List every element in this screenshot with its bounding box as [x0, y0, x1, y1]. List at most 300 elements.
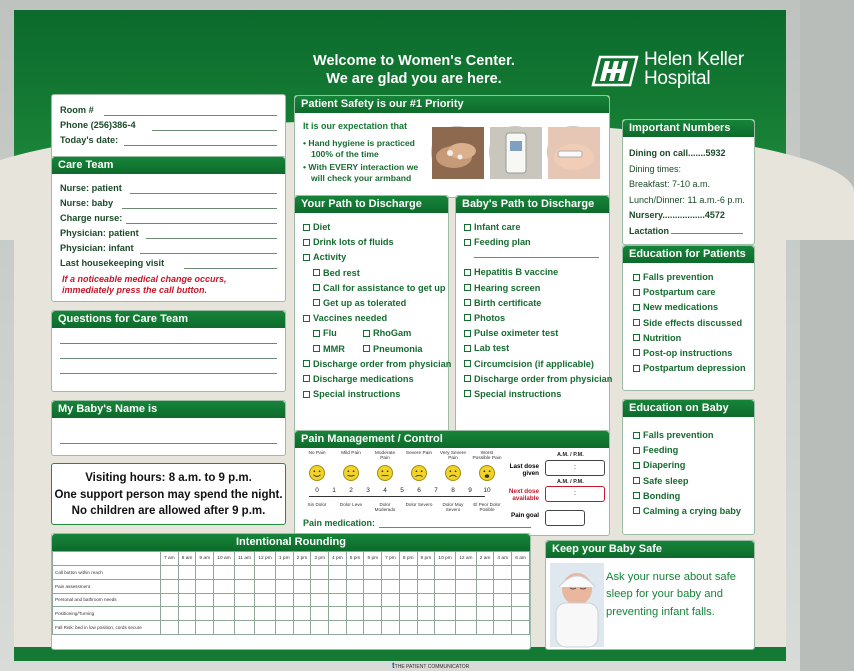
phone-label: Phone (256)386-4	[60, 120, 136, 130]
rounding-cell[interactable]	[255, 621, 276, 635]
rounding-cell[interactable]	[455, 579, 476, 593]
checkbox[interactable]	[303, 254, 310, 261]
checklist-item[interactable]	[363, 326, 411, 341]
rounding-row-label: Fall Risk: bed in low position, cords secure	[53, 621, 161, 635]
checkbox[interactable]	[363, 330, 370, 337]
rounding-cell[interactable]	[494, 607, 512, 621]
last-dose-field[interactable]: :	[545, 460, 605, 476]
checklist-item[interactable]	[464, 372, 612, 387]
dining-times: Dining times:	[629, 163, 682, 174]
checkbox[interactable]	[313, 299, 320, 306]
important-numbers-list	[629, 146, 745, 240]
care-team-line	[130, 193, 277, 194]
safety-bullet: • With EVERY interaction we will check your armband	[303, 162, 419, 183]
room-label: Room #	[60, 105, 94, 115]
checklist-item[interactable]	[633, 504, 741, 519]
checkbox[interactable]	[633, 365, 640, 372]
checklist-item[interactable]	[464, 341, 612, 356]
rounding-cell[interactable]	[417, 621, 435, 635]
checkbox[interactable]	[633, 447, 640, 454]
rounding-cell[interactable]	[364, 621, 382, 635]
room-row	[60, 103, 277, 118]
rounding-cell[interactable]	[494, 621, 512, 635]
welcome-line-1: Welcome to Women's Center.	[313, 53, 515, 69]
rounding-hour-header: 9 pm	[417, 552, 435, 566]
rounding-cell[interactable]	[364, 607, 382, 621]
checklist-item[interactable]	[313, 326, 353, 341]
rounding-hour-header: 12 am	[455, 552, 476, 566]
rounding-cell[interactable]	[346, 607, 364, 621]
checkbox[interactable]	[464, 299, 471, 306]
checkbox[interactable]	[464, 390, 471, 397]
rounding-cell[interactable]	[161, 566, 179, 580]
rounding-cell[interactable]	[275, 566, 293, 580]
rounding-cell[interactable]	[311, 607, 329, 621]
pain-number: 4	[383, 487, 387, 494]
rounding-cell[interactable]	[364, 566, 382, 580]
next-dose-field[interactable]: :	[545, 486, 605, 502]
rounding-cell[interactable]	[476, 621, 494, 635]
rounding-cell[interactable]	[329, 579, 347, 593]
checklist-item[interactable]	[303, 220, 451, 235]
questions-panel	[51, 310, 286, 392]
checklist-label: MMR	[323, 343, 345, 354]
rounding-cell[interactable]	[417, 566, 435, 580]
logo-line-1: Helen Keller	[644, 49, 744, 70]
rounding-cell[interactable]	[161, 621, 179, 635]
rounding-cell[interactable]	[311, 579, 329, 593]
rounding-cell[interactable]	[346, 566, 364, 580]
rounding-hour-header: 3 pm	[311, 552, 329, 566]
checklist-item[interactable]	[464, 235, 612, 250]
checklist-item[interactable]	[633, 270, 746, 285]
checklist-label: Diapering	[643, 460, 686, 471]
nursery-number: Nursery.................4572	[629, 210, 725, 221]
rounding-cell[interactable]	[476, 566, 494, 580]
rounding-cell[interactable]	[382, 621, 400, 635]
ampm-label: A.M. / P.M.	[557, 479, 584, 485]
checklist-label: Photos	[474, 312, 506, 323]
pain-number: 8	[451, 487, 455, 494]
rounding-cell[interactable]	[234, 566, 254, 580]
logo-text	[644, 50, 744, 88]
care-team-line	[122, 208, 277, 209]
checklist-item[interactable]	[464, 220, 612, 235]
rounding-row-label: Positioning/Turning	[53, 607, 161, 621]
rounding-cell[interactable]	[346, 579, 364, 593]
lunch-dinner-time: Lunch/Dinner: 11 a.m.-6 p.m.	[629, 194, 745, 205]
rounding-cell[interactable]	[329, 566, 347, 580]
hospital-logo-icon	[592, 54, 638, 88]
spanish-label: Sin Dolor	[307, 502, 327, 507]
pain-management-panel	[294, 430, 610, 536]
rounding-cell[interactable]	[275, 579, 293, 593]
rounding-cell[interactable]	[399, 621, 417, 635]
rounding-cell[interactable]	[346, 621, 364, 635]
severe-pain-face-icon	[411, 465, 427, 481]
rounding-cell[interactable]	[196, 593, 214, 607]
rounding-cell[interactable]	[178, 579, 196, 593]
rounding-cell[interactable]	[364, 579, 382, 593]
rounding-cell[interactable]	[214, 607, 235, 621]
care-team-panel	[51, 156, 286, 302]
checklist-label: Side effects discussed	[643, 317, 743, 328]
rounding-cell[interactable]	[178, 621, 196, 635]
rounding-cell[interactable]	[435, 621, 456, 635]
rounding-cell[interactable]	[455, 621, 476, 635]
checklist-item[interactable]	[464, 326, 612, 341]
rounding-cell[interactable]	[417, 579, 435, 593]
pain-medication-line	[379, 527, 531, 528]
checklist-item[interactable]	[464, 296, 612, 311]
rounding-cell[interactable]	[255, 607, 276, 621]
pain-number: 0	[315, 487, 319, 494]
checkbox[interactable]	[633, 507, 640, 514]
rounding-cell[interactable]	[455, 607, 476, 621]
rounding-cell[interactable]	[382, 566, 400, 580]
ampm-label: A.M. / P.M.	[557, 452, 584, 458]
rounding-cell[interactable]	[382, 607, 400, 621]
care-team-label: Nurse: patient	[60, 183, 122, 193]
rounding-cell[interactable]	[399, 566, 417, 580]
pain-number: 6	[417, 487, 421, 494]
rounding-cell[interactable]	[512, 621, 530, 635]
checklist-item[interactable]	[633, 474, 741, 489]
checkbox[interactable]	[313, 345, 320, 352]
important-numbers-panel	[622, 119, 755, 245]
keep-baby-safe-title: Keep your Baby Safe	[546, 541, 754, 558]
checklist-label: Flu	[323, 328, 337, 339]
checklist-item[interactable]	[464, 281, 612, 296]
checklist-item[interactable]	[633, 443, 741, 458]
breakfast-time: Breakfast: 7-10 a.m.	[629, 179, 711, 190]
rounding-cell[interactable]	[329, 593, 347, 607]
checklist-label: Hearing screen	[474, 282, 541, 293]
rounding-cell[interactable]	[512, 607, 530, 621]
lactation-label: Lactation	[629, 225, 670, 236]
visiting-hours: Visiting hours: 8 a.m. to 9 p.m.	[85, 472, 252, 484]
rounding-cell[interactable]	[494, 566, 512, 580]
checklist-item[interactable]	[303, 387, 451, 402]
rounding-cell[interactable]	[476, 593, 494, 607]
checklist-item[interactable]	[633, 331, 746, 346]
rounding-cell[interactable]	[293, 621, 311, 635]
rounding-cell[interactable]	[435, 607, 456, 621]
checklist-item[interactable]	[303, 357, 451, 372]
checkbox[interactable]	[633, 319, 640, 326]
rounding-hour-header: 11 am	[234, 552, 254, 566]
rounding-row	[53, 621, 530, 635]
baby-path-title: Baby's Path to Discharge	[456, 196, 609, 213]
visiting-children: No children are allowed after 9 p.m.	[71, 505, 266, 517]
rounding-header-row	[53, 552, 530, 566]
care-team-label: Charge nurse:	[60, 213, 123, 223]
rounding-cell[interactable]	[329, 621, 347, 635]
checkbox[interactable]	[363, 345, 370, 352]
checklist-item[interactable]	[633, 458, 741, 473]
pain-scale	[301, 451, 531, 521]
rounding-cell[interactable]	[234, 593, 254, 607]
rounding-cell[interactable]	[435, 579, 456, 593]
checkbox[interactable]	[464, 330, 471, 337]
armband-photo	[547, 126, 599, 178]
checklist-item[interactable]	[633, 361, 746, 376]
rounding-hour-header: 2 pm	[293, 552, 311, 566]
rounding-cell[interactable]	[417, 607, 435, 621]
intentional-rounding-panel	[51, 533, 531, 650]
rounding-cell[interactable]	[435, 593, 456, 607]
rounding-cell[interactable]	[196, 579, 214, 593]
checklist-item[interactable]	[303, 311, 451, 326]
checklist-item[interactable]	[464, 357, 612, 372]
rounding-cell[interactable]	[275, 607, 293, 621]
rounding-cell[interactable]	[311, 621, 329, 635]
education-patients-title: Education for Patients	[623, 246, 754, 263]
checklist-item[interactable]	[633, 428, 741, 443]
checkbox[interactable]	[303, 360, 310, 367]
rounding-cell[interactable]	[364, 593, 382, 607]
rounding-hour-header: 9 am	[196, 552, 214, 566]
rounding-cell[interactable]	[196, 607, 214, 621]
questions-line	[60, 358, 277, 359]
welcome-message	[264, 52, 564, 88]
education-baby-title: Education on Baby	[623, 400, 754, 417]
rounding-cell[interactable]	[435, 566, 456, 580]
checkbox[interactable]	[464, 269, 471, 276]
rounding-hour-header: 7 pm	[382, 552, 400, 566]
feeding-plan-line	[464, 250, 612, 265]
rounding-cell[interactable]	[329, 607, 347, 621]
checklist-label: Diet	[313, 222, 331, 232]
safe-sleep-text: Ask your nurse about safe sleep for your baby and preventing infant falls.	[606, 571, 736, 618]
face-label: Moderate Pain	[374, 451, 396, 462]
rounding-row	[53, 593, 530, 607]
rounding-cell[interactable]	[275, 621, 293, 635]
checklist-item[interactable]	[633, 489, 741, 504]
checklist-item[interactable]	[303, 266, 451, 281]
rounding-row-label: Personal and bathroom needs	[53, 593, 161, 607]
checkbox[interactable]	[464, 314, 471, 321]
safety-bullet: • Hand hygiene is practiced 100% of the time	[303, 138, 415, 159]
pain-number: 5	[400, 487, 404, 494]
rounding-cell[interactable]	[494, 579, 512, 593]
checklist-label: Nutrition	[643, 332, 682, 343]
face-label: Very Severe Pain	[439, 451, 467, 462]
armband-text: With EVERY interaction we will check your armband	[308, 162, 419, 183]
baby-path-panel	[455, 195, 613, 433]
lactation-row	[629, 224, 745, 240]
rounding-cell[interactable]	[161, 579, 179, 593]
education-patients-panel	[622, 245, 755, 391]
rounding-hour-header: 5 pm	[346, 552, 364, 566]
rounding-cell[interactable]	[255, 566, 276, 580]
pain-number: 2	[349, 487, 353, 494]
checkbox[interactable]	[303, 375, 310, 382]
checkbox[interactable]	[633, 304, 640, 311]
checklist-item[interactable]	[303, 296, 451, 311]
checkbox[interactable]	[633, 462, 640, 469]
rounding-cell[interactable]	[417, 593, 435, 607]
care-team-label: Last housekeeping visit	[60, 258, 165, 268]
checklist-item[interactable]	[313, 342, 353, 357]
checklist-label: Feeding plan	[474, 237, 531, 248]
rounding-cell[interactable]	[214, 593, 235, 607]
rounding-hour-header: 10 am	[214, 552, 235, 566]
rounding-cell[interactable]	[455, 593, 476, 607]
checklist-item[interactable]	[363, 342, 423, 357]
rounding-cell[interactable]	[399, 593, 417, 607]
checkbox[interactable]	[303, 239, 310, 246]
checklist-label: Postpartum depression	[643, 363, 746, 374]
rounding-cell[interactable]	[255, 593, 276, 607]
checkbox[interactable]	[633, 349, 640, 356]
checklist-label: Postpartum care	[643, 287, 716, 298]
spanish-label: Dolor Moderado	[374, 502, 396, 513]
education-baby-list	[633, 428, 741, 519]
checklist-item[interactable]	[633, 300, 746, 315]
checklist-item[interactable]	[633, 346, 746, 361]
rounding-row	[53, 566, 530, 580]
rounding-row-label: Pain assessment	[53, 579, 161, 593]
checklist-item[interactable]	[464, 387, 612, 402]
logo-line-2: Hospital	[644, 68, 711, 89]
footer-brand-icon: t	[392, 661, 395, 670]
rounding-cell[interactable]	[275, 593, 293, 607]
rounding-cell[interactable]	[293, 579, 311, 593]
checklist-label: Call for assistance to get up	[323, 282, 446, 293]
moderate-pain-face-icon	[377, 465, 393, 481]
care-team-line	[146, 238, 277, 239]
rounding-cell[interactable]	[382, 593, 400, 607]
rounding-cell[interactable]	[214, 566, 235, 580]
rounding-cell[interactable]	[196, 566, 214, 580]
checkbox[interactable]	[464, 345, 471, 352]
checkbox[interactable]	[464, 239, 471, 246]
checkbox[interactable]	[633, 289, 640, 296]
checkbox[interactable]	[303, 391, 310, 398]
spanish-label: Dolor Severo	[405, 502, 433, 507]
rounding-row	[53, 607, 530, 621]
rounding-title: Intentional Rounding	[52, 534, 530, 551]
pain-number: 3	[366, 487, 370, 494]
rounding-cell[interactable]	[293, 607, 311, 621]
checkbox[interactable]	[313, 269, 320, 276]
checklist-label: Get up as tolerated	[323, 297, 407, 308]
pain-number: 1	[332, 487, 336, 494]
checkbox[interactable]	[633, 274, 640, 281]
rounding-cell[interactable]	[178, 593, 196, 607]
checklist-label: Birth certificate	[474, 297, 542, 308]
rounding-cell[interactable]	[346, 593, 364, 607]
checklist-item[interactable]	[303, 250, 451, 265]
rounding-cell[interactable]	[382, 579, 400, 593]
rounding-cell[interactable]	[214, 579, 235, 593]
checkbox[interactable]	[313, 284, 320, 291]
rounding-cell[interactable]	[255, 579, 276, 593]
dining-on-call: Dining on call.......5932	[629, 148, 726, 158]
rounding-cell[interactable]	[512, 566, 530, 580]
rounding-cell[interactable]	[178, 607, 196, 621]
hand-hygiene-text: Hand hygiene is practiced 100% of the time	[308, 138, 415, 159]
rounding-cell[interactable]	[455, 566, 476, 580]
checkbox[interactable]	[633, 432, 640, 439]
care-team-row	[60, 256, 277, 271]
rounding-cell[interactable]	[196, 621, 214, 635]
pain-goal-field[interactable]	[545, 510, 585, 526]
checklist-label: New medications	[643, 302, 719, 313]
rounding-cell[interactable]	[399, 607, 417, 621]
checkbox[interactable]	[464, 284, 471, 291]
checklist-item[interactable]	[464, 265, 612, 280]
checkbox[interactable]	[464, 360, 471, 367]
rounding-cell[interactable]	[476, 579, 494, 593]
rounding-cell[interactable]	[399, 579, 417, 593]
rounding-cell[interactable]	[476, 607, 494, 621]
checkbox[interactable]	[633, 334, 640, 341]
room-line	[104, 115, 277, 116]
checklist-label: Discharge order from physician	[474, 373, 613, 384]
rounding-cell[interactable]	[512, 579, 530, 593]
date-row	[60, 133, 277, 148]
checkbox[interactable]	[633, 492, 640, 499]
care-team-row	[60, 196, 277, 211]
spanish-label: El Peor Dolor Posible	[473, 502, 501, 513]
checkbox[interactable]	[633, 477, 640, 484]
rounding-cell[interactable]	[161, 607, 179, 621]
checkbox[interactable]	[303, 315, 310, 322]
checkbox[interactable]	[303, 224, 310, 231]
rounding-cell[interactable]	[494, 593, 512, 607]
checkbox[interactable]	[313, 330, 320, 337]
rounding-cell[interactable]	[293, 566, 311, 580]
care-team-title: Care Team	[52, 157, 285, 174]
rounding-cell[interactable]	[234, 607, 254, 621]
medical-change-warning: If a noticeable medical change occurs, immediately press the call button.	[62, 274, 227, 295]
checklist-label: Feeding	[643, 445, 679, 456]
rounding-cell[interactable]	[293, 593, 311, 607]
rounding-cell[interactable]	[234, 621, 254, 635]
rounding-hour-header: 6 pm	[364, 552, 382, 566]
checklist-item[interactable]	[633, 285, 746, 300]
checkbox[interactable]	[464, 375, 471, 382]
footer-brand-text: THE PATIENT COMMUNICATOR	[394, 664, 470, 670]
care-team-row	[60, 226, 277, 241]
rounding-hour-header: 2 am	[476, 552, 494, 566]
care-team-label: Physician: patient	[60, 228, 139, 238]
pain-number: 9	[468, 487, 472, 494]
checklist-item[interactable]	[633, 316, 746, 331]
checklist-item[interactable]	[303, 372, 451, 387]
checklist-item[interactable]	[303, 235, 451, 250]
checklist-label: Special instructions	[474, 388, 562, 399]
rounding-cell[interactable]	[311, 593, 329, 607]
checklist-label: Safe sleep	[643, 475, 689, 486]
checkbox[interactable]	[464, 224, 471, 231]
baby-name-title: My Baby's Name is	[52, 401, 285, 418]
checklist-item[interactable]	[303, 281, 451, 296]
rounding-cell[interactable]	[178, 566, 196, 580]
lactation-line	[671, 233, 743, 234]
checklist-item[interactable]	[464, 311, 612, 326]
rounding-cell[interactable]	[311, 566, 329, 580]
checklist-label: Calming a crying baby	[643, 505, 742, 516]
rounding-cell[interactable]	[512, 593, 530, 607]
checklist-pair	[303, 326, 451, 341]
rounding-cell[interactable]	[214, 621, 235, 635]
rounding-cell[interactable]	[234, 579, 254, 593]
rounding-cell[interactable]	[161, 593, 179, 607]
rounding-row	[53, 579, 530, 593]
